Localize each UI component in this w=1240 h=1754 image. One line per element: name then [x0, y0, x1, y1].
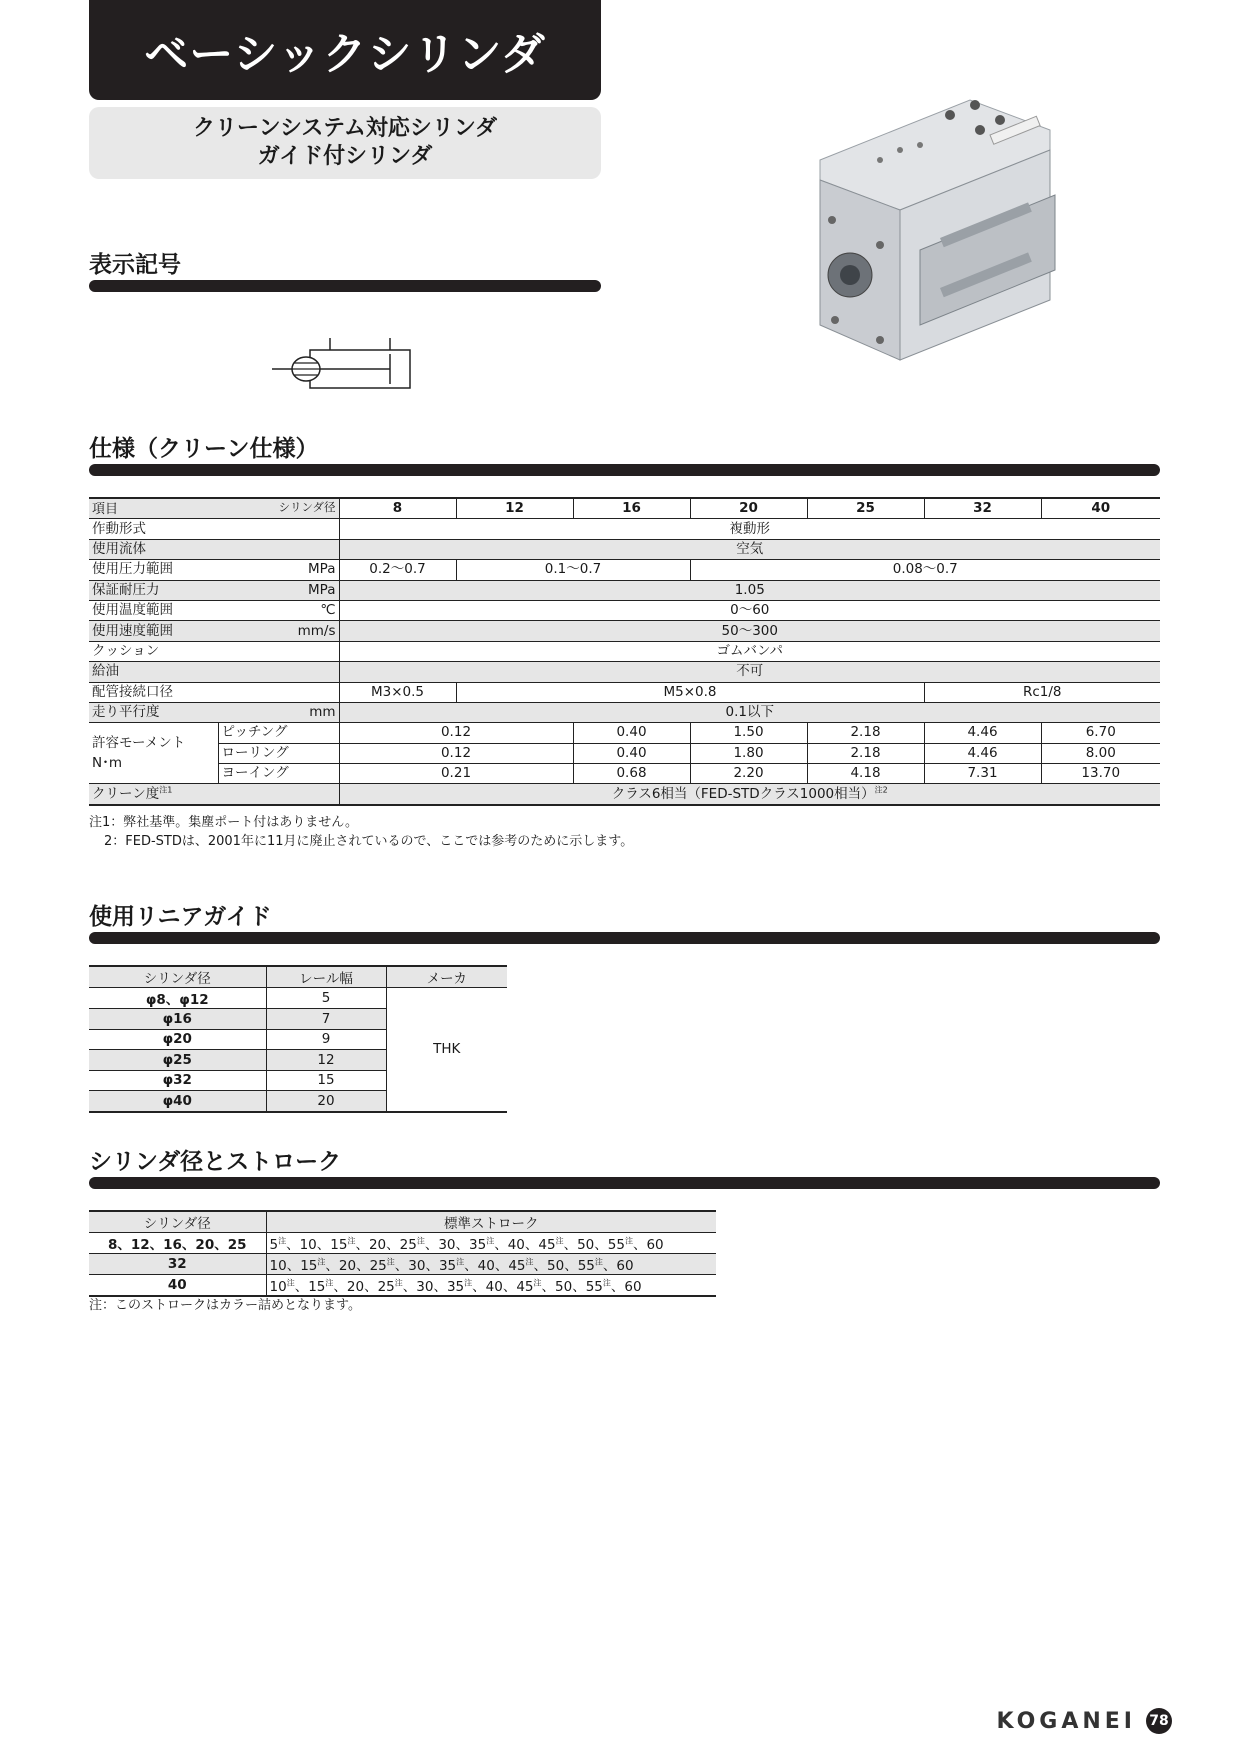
row-label: 給油 [89, 662, 339, 682]
spec-row-clean [89, 784, 1160, 805]
stroke-value: 50 [555, 1279, 573, 1295]
stroke-value: 25 [377, 1279, 395, 1295]
row-value: 0.12 [339, 723, 573, 743]
stroke-bore: 40 [89, 1275, 266, 1297]
row-value: 6.70 [1041, 723, 1160, 743]
section-title-stroke: シリンダ径とストローク [89, 1149, 342, 1175]
guide-rail: 7 [266, 1009, 386, 1030]
section-title-symbol: 表示記号 [89, 252, 181, 278]
row-unit: ℃ [320, 602, 336, 619]
row-value: 4.46 [924, 743, 1041, 763]
stroke-note: 注：このストロークはカラー詰めとなります。 [89, 1298, 361, 1313]
bore-header: 32 [924, 498, 1041, 519]
stroke-values [266, 1275, 716, 1297]
stroke-separator: 、 [494, 1258, 509, 1274]
row-label: 作動形式 [92, 520, 146, 537]
row-value: 0.08～0.7 [690, 560, 1160, 580]
row-value: 2.18 [807, 723, 924, 743]
stroke-separator: 、 [402, 1279, 417, 1295]
section-title-guide: 使用リニアガイド [89, 904, 272, 930]
bore-header: 25 [807, 498, 924, 519]
stroke-separator: 、 [386, 1237, 400, 1253]
stroke-value: 20 [346, 1279, 365, 1295]
stroke-note-mark: 注 [347, 1236, 356, 1246]
row-value: 1.05 [339, 580, 1160, 600]
stroke-value: 10 [269, 1279, 287, 1295]
stroke-note-mark: 注 [394, 1278, 403, 1288]
bore-header: 20 [690, 498, 807, 519]
row-value: 0.40 [573, 723, 690, 743]
stroke-separator: 、 [356, 1258, 370, 1274]
row-value: 0.2～0.7 [339, 560, 456, 580]
row-sublabel: ヨーイング [218, 764, 339, 784]
row-value: 2.20 [690, 764, 807, 784]
stroke-note-mark: 注 [525, 1257, 534, 1267]
guide-rail: 12 [266, 1050, 386, 1071]
stroke-value: 30 [438, 1237, 456, 1253]
guide-maker: THK [386, 988, 507, 1112]
row-label: 使用速度範囲 [89, 621, 218, 641]
page-title: ベーシックシリンダ [89, 0, 601, 100]
stroke-note-mark: 注 [386, 1257, 395, 1267]
spec-row-pressure [89, 560, 1160, 580]
stroke-note-mark: 注 [317, 1257, 326, 1267]
stroke-value: 5 [269, 1237, 279, 1253]
page-number: 78 [1146, 1708, 1172, 1734]
section-bar-stroke [89, 1177, 1160, 1189]
spec-header-row [89, 498, 1160, 519]
row-value: 1.50 [690, 723, 807, 743]
stroke-bore: 8、12、16、20、25 [89, 1233, 266, 1254]
stroke-header: シリンダ径 [89, 1211, 266, 1233]
stroke-separator: 、 [333, 1279, 347, 1295]
row-sublabel: ローリング [218, 743, 339, 763]
row-unit: mm/s [218, 621, 339, 641]
spec-row-action [89, 519, 1160, 539]
stroke-separator: 、 [524, 1237, 539, 1253]
stroke-value: 35 [446, 1279, 465, 1295]
row-value: 13.70 [1041, 764, 1160, 784]
stroke-value: 60 [646, 1237, 664, 1253]
moment-unit: N･m [92, 755, 122, 772]
stroke-separator: 、 [394, 1258, 409, 1274]
stroke-value: 10 [269, 1258, 287, 1274]
row-label: 使用流体 [89, 539, 339, 559]
row-value: 8.00 [1041, 743, 1160, 763]
stroke-values [266, 1233, 716, 1254]
section-title-spec: 仕様（クリーン仕様） [89, 436, 319, 462]
stroke-separator: 、 [464, 1258, 478, 1274]
guide-bore: φ8、φ12 [89, 988, 266, 1009]
stroke-value: 55 [607, 1237, 625, 1253]
bore-header: 16 [573, 498, 690, 519]
guide-bore: φ20 [89, 1029, 266, 1050]
stroke-value: 30 [416, 1279, 434, 1295]
stroke-separator: 、 [424, 1237, 439, 1253]
stroke-value: 40 [477, 1258, 495, 1274]
stroke-separator: 、 [286, 1237, 300, 1253]
spec-note-2: 2：FED-STDは、2001年に11月に廃止されているので、ここでは参考のために示します。 [104, 834, 634, 849]
stroke-value: 35 [469, 1237, 487, 1253]
spec-row-yawing [89, 764, 1160, 784]
section-bar-guide [89, 932, 1160, 944]
stroke-value: 10 [299, 1237, 317, 1253]
stroke-note-mark: 注 [286, 1278, 295, 1288]
stroke-note-mark: 注 [533, 1278, 542, 1288]
row-value: 不可 [339, 662, 1160, 682]
row-unit: MPa [308, 561, 336, 578]
row-value: 0.12 [339, 743, 573, 763]
guide-bore: φ25 [89, 1050, 266, 1071]
row-label: 走り平行度 [89, 702, 218, 722]
row-value: ゴムバンパ [339, 641, 1160, 661]
stroke-value: 50 [547, 1258, 565, 1274]
stroke-header-row [89, 1211, 716, 1233]
guide-rail: 5 [266, 988, 386, 1009]
stroke-note-mark: 注 [624, 1236, 633, 1246]
stroke-separator: 、 [502, 1279, 517, 1295]
moment-label-cell [89, 723, 218, 784]
stroke-table [89, 1210, 716, 1297]
row-value: 0.68 [573, 764, 690, 784]
row-label: 使用圧力範囲 [92, 561, 173, 578]
stroke-value: 45 [508, 1258, 526, 1274]
stroke-value: 20 [338, 1258, 357, 1274]
guide-table [89, 965, 507, 1113]
stroke-value: 50 [577, 1237, 595, 1253]
guide-rail: 20 [266, 1091, 386, 1112]
row-value: Rc1/8 [924, 682, 1160, 702]
row-value: M5×0.8 [456, 682, 924, 702]
page-subtitle [89, 107, 601, 179]
stroke-values [266, 1254, 716, 1275]
stroke-separator: 、 [294, 1279, 309, 1295]
stroke-separator: 、 [316, 1237, 331, 1253]
table-row [89, 1233, 716, 1254]
stroke-separator: 、 [563, 1237, 578, 1253]
stroke-value: 15 [300, 1258, 318, 1274]
row-value: 0.1以下 [339, 702, 1160, 722]
stroke-header: 標準ストローク [266, 1211, 716, 1233]
stroke-bore: 32 [89, 1254, 266, 1275]
stroke-note-mark: 注 [416, 1236, 425, 1246]
footer [997, 1708, 1172, 1734]
row-value: 50～300 [339, 621, 1160, 641]
row-value: 1.80 [690, 743, 807, 763]
row-value: 0.21 [339, 764, 573, 784]
guide-header: シリンダ径 [89, 966, 266, 988]
guide-header-row [89, 966, 507, 988]
stroke-note-mark: 注 [602, 1278, 611, 1288]
row-label: 配管接続口径 [92, 683, 173, 700]
bore-header: 12 [456, 498, 573, 519]
clean-label-note: 注1 [159, 785, 173, 795]
stroke-separator: 、 [433, 1279, 447, 1295]
guide-rail: 9 [266, 1029, 386, 1050]
row-value: 2.18 [807, 743, 924, 763]
table-row [89, 988, 507, 1009]
header-item-label: 項目 [92, 502, 119, 518]
stroke-separator: 、 [425, 1258, 439, 1274]
guide-header: メーカ [386, 966, 507, 988]
spec-header-corner [89, 498, 339, 519]
product-image [790, 90, 1070, 370]
stroke-value: 60 [616, 1258, 634, 1274]
moment-label: 許容モーメント [92, 735, 186, 752]
row-value: 7.31 [924, 764, 1041, 784]
stroke-separator: 、 [325, 1258, 339, 1274]
stroke-value: 40 [507, 1237, 525, 1253]
stroke-separator: 、 [286, 1258, 301, 1274]
stroke-value: 30 [408, 1258, 426, 1274]
row-value: 0～60 [339, 600, 1160, 620]
spec-row-temp [89, 600, 1160, 620]
guide-bore: φ40 [89, 1091, 266, 1112]
spec-note-1: 注1：弊社基準。集塵ポート付はありません。 [89, 815, 359, 830]
spec-table [89, 497, 1160, 806]
subtitle-line-1: クリーンシステム対応シリンダ [193, 116, 497, 141]
brand-logo: KOGANEI [996, 1708, 1136, 1734]
stroke-separator: 、 [533, 1258, 547, 1274]
row-unit: mm [218, 702, 339, 722]
stroke-note-mark: 注 [456, 1257, 465, 1267]
row-label: クッション [92, 642, 160, 659]
stroke-value: 35 [438, 1258, 457, 1274]
table-row [89, 1254, 716, 1275]
stroke-value: 45 [538, 1237, 556, 1253]
header-bore-label: シリンダ径 [278, 500, 336, 514]
stroke-value: 20 [368, 1237, 387, 1253]
clean-label: クリーン度 [92, 785, 160, 802]
stroke-separator: 、 [610, 1279, 625, 1295]
spec-row-pitching [89, 723, 1160, 743]
bore-header: 8 [339, 498, 456, 519]
stroke-value: 40 [485, 1279, 503, 1295]
stroke-separator: 、 [364, 1279, 378, 1295]
stroke-note-mark: 注 [594, 1257, 603, 1267]
stroke-separator: 、 [564, 1258, 578, 1274]
row-value [339, 784, 1160, 805]
spec-row-cushion [89, 641, 1160, 661]
section-bar-spec [89, 464, 1160, 476]
clean-value-note: 注2 [874, 785, 888, 795]
clean-value: クラス6相当（FED-STDクラス1000相当） [611, 785, 875, 802]
row-value: 0.1～0.7 [456, 560, 690, 580]
guide-bore: φ16 [89, 1009, 266, 1030]
stroke-separator: 、 [602, 1258, 617, 1274]
stroke-separator: 、 [632, 1237, 647, 1253]
row-sublabel: ピッチング [218, 723, 339, 743]
stroke-separator: 、 [494, 1237, 508, 1253]
row-value: M3×0.5 [339, 682, 456, 702]
stroke-separator: 、 [355, 1237, 369, 1253]
stroke-value: 15 [330, 1237, 348, 1253]
spec-row-proof [89, 580, 1160, 600]
guide-header: レール幅 [266, 966, 386, 988]
stroke-note-mark: 注 [325, 1278, 334, 1288]
spec-row-fluid [89, 539, 1160, 559]
row-value: 0.40 [573, 743, 690, 763]
row-unit: MPa [218, 580, 339, 600]
section-bar-symbol [89, 280, 601, 292]
stroke-value: 60 [624, 1279, 642, 1295]
stroke-value: 55 [585, 1279, 603, 1295]
stroke-separator: 、 [572, 1279, 586, 1295]
table-row [89, 1275, 716, 1297]
spec-row-lube [89, 662, 1160, 682]
row-label: 保証耐圧力 [89, 580, 218, 600]
guide-rail: 15 [266, 1070, 386, 1091]
bore-header: 40 [1041, 498, 1160, 519]
subtitle-line-2: ガイド付シリンダ [257, 144, 433, 169]
row-value: 複動形 [339, 519, 1160, 539]
stroke-note-mark: 注 [486, 1236, 495, 1246]
stroke-value: 25 [369, 1258, 387, 1274]
stroke-separator: 、 [455, 1237, 470, 1253]
stroke-value: 55 [577, 1258, 595, 1274]
stroke-note-mark: 注 [278, 1236, 287, 1246]
spec-row-speed [89, 621, 1160, 641]
stroke-note-mark: 注 [555, 1236, 564, 1246]
stroke-separator: 、 [541, 1279, 555, 1295]
row-value: 空気 [339, 539, 1160, 559]
cylinder-symbol-icon [270, 330, 420, 390]
stroke-value: 15 [308, 1279, 326, 1295]
stroke-value: 25 [399, 1237, 417, 1253]
spec-row-port [89, 682, 1160, 702]
spec-row-parallel [89, 702, 1160, 722]
row-label: 使用温度範囲 [92, 602, 173, 619]
stroke-value: 45 [516, 1279, 534, 1295]
row-value: 4.18 [807, 764, 924, 784]
spec-row-rolling [89, 743, 1160, 763]
stroke-separator: 、 [472, 1279, 486, 1295]
stroke-note-mark: 注 [464, 1278, 473, 1288]
row-label [89, 784, 339, 805]
stroke-separator: 、 [594, 1237, 608, 1253]
row-value: 4.46 [924, 723, 1041, 743]
guide-bore: φ32 [89, 1070, 266, 1091]
